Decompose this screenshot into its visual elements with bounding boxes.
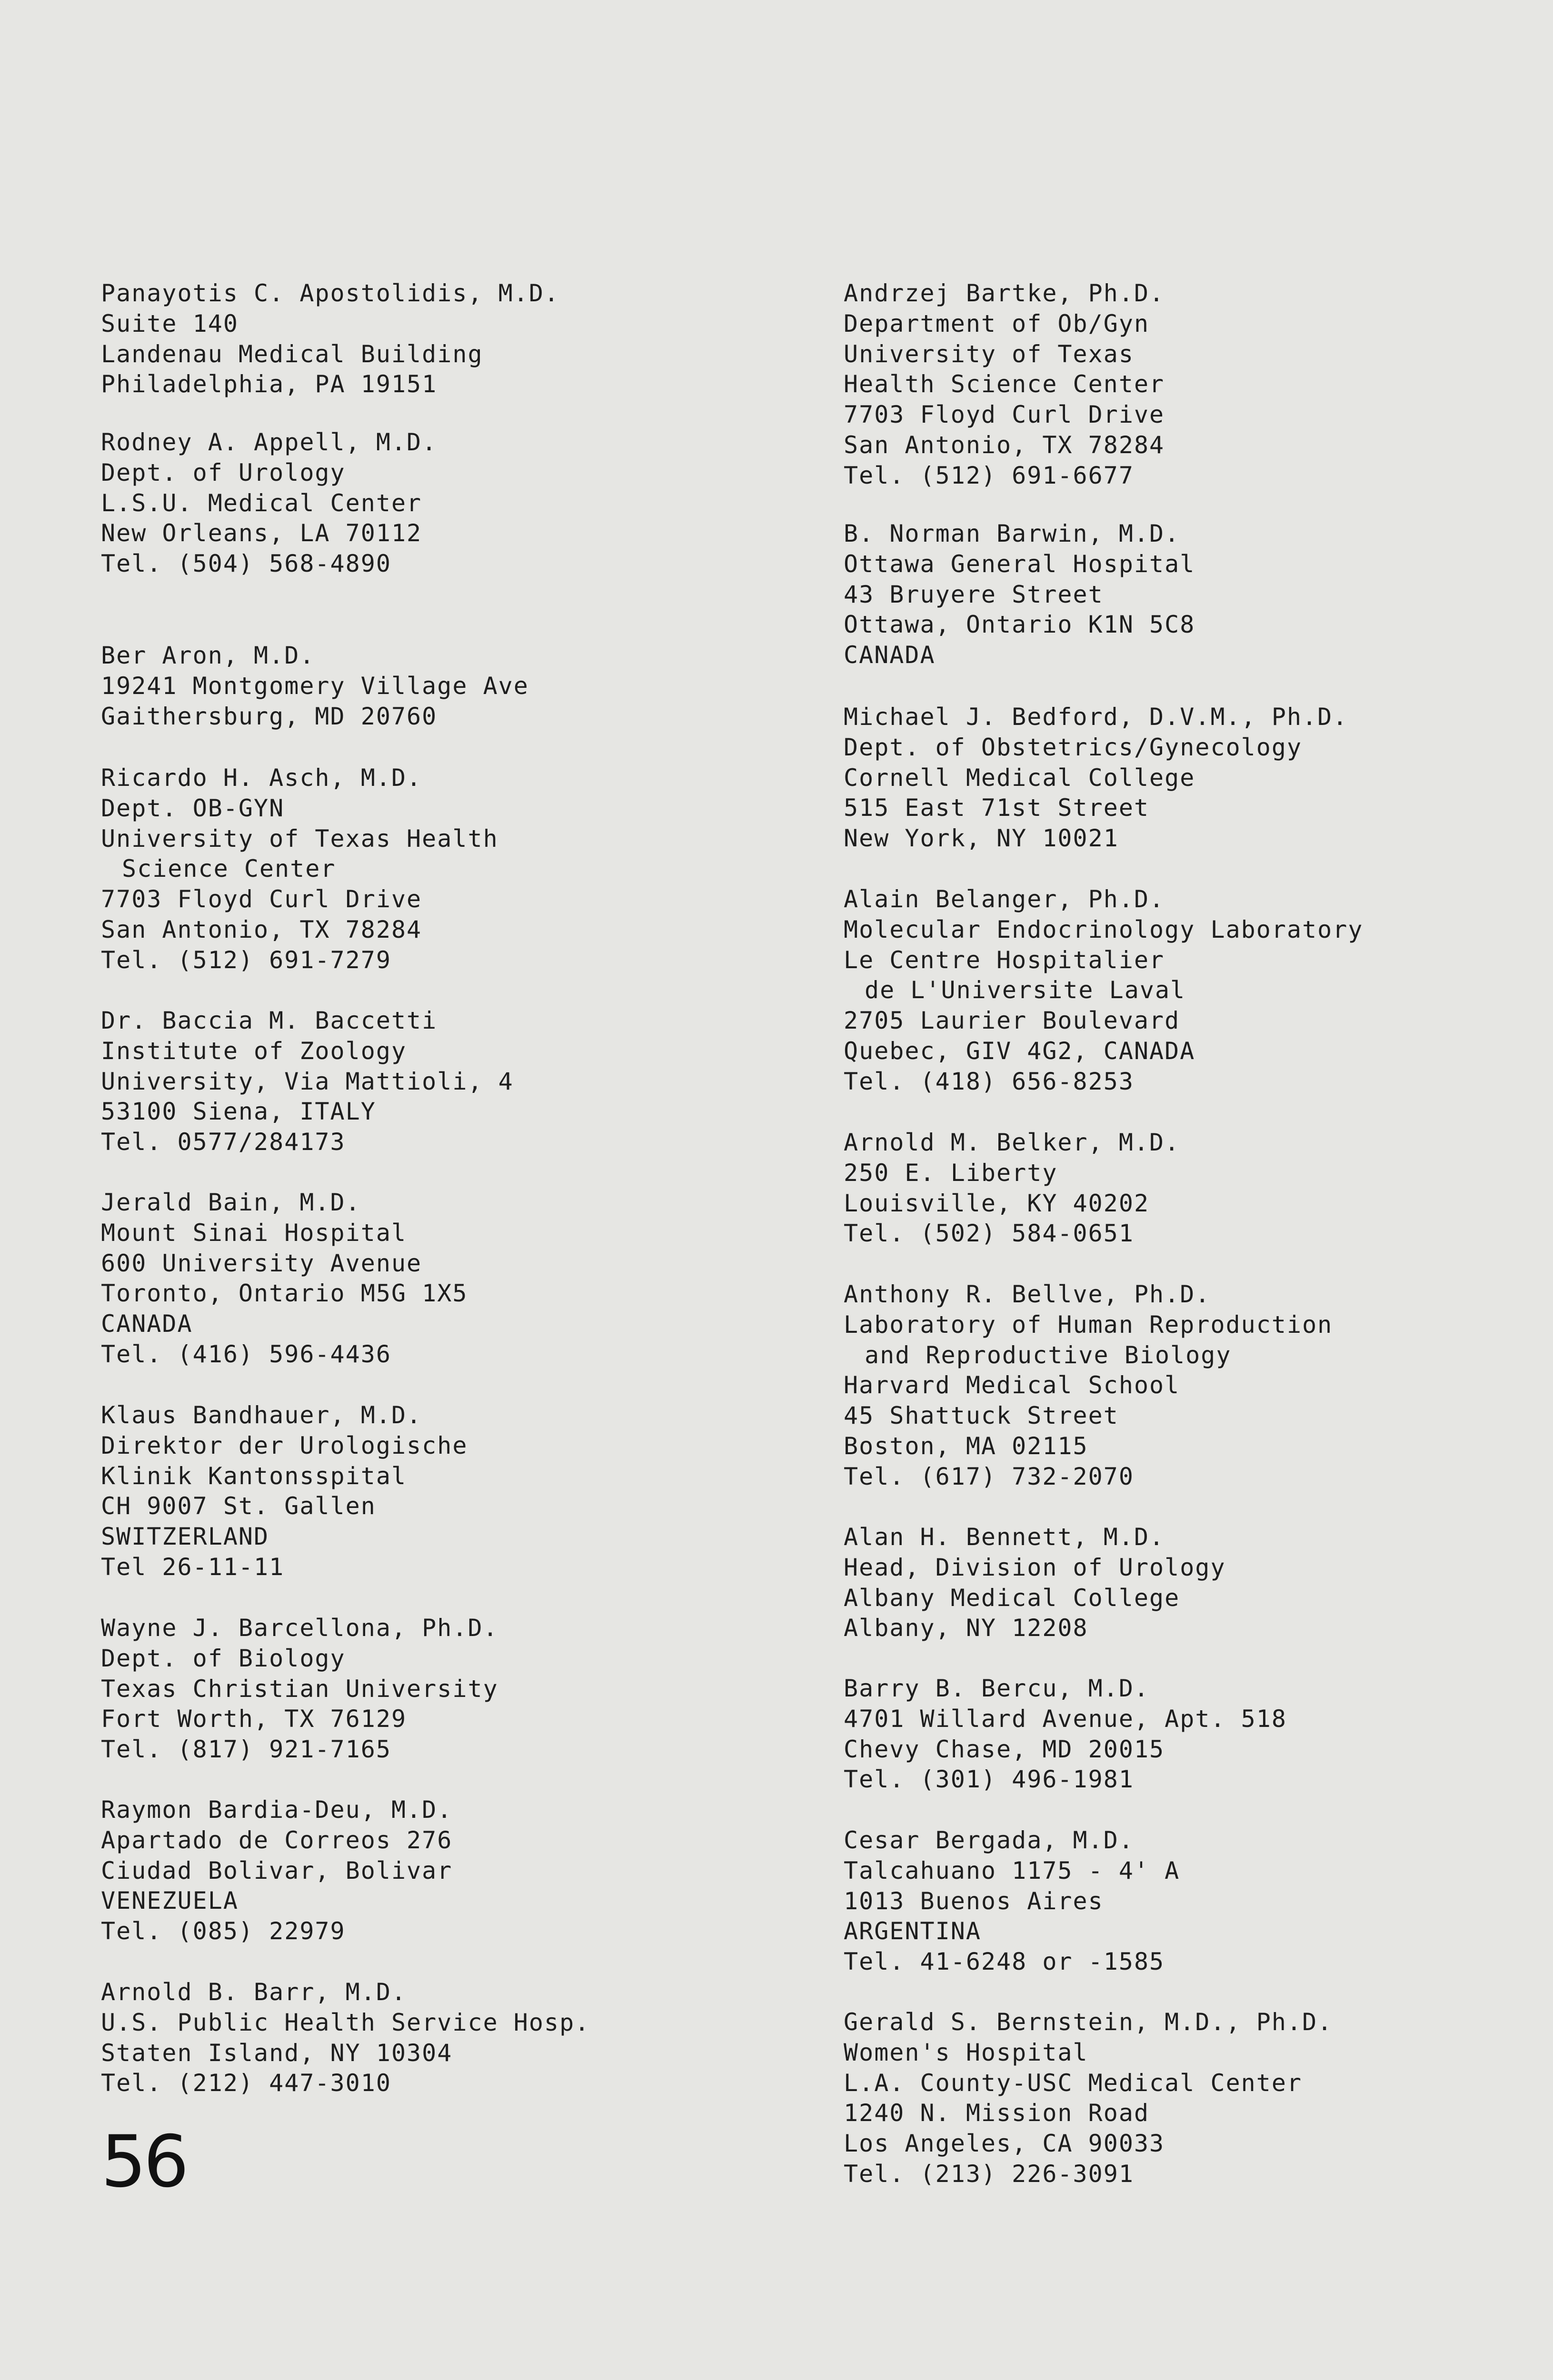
entry-line: 515 East 71st Street (844, 794, 1150, 822)
entry-line: San Antonio, TX 78284 (844, 431, 1165, 459)
page-number: 56 (101, 2121, 186, 2203)
entry-line: Albany Medical College (844, 1584, 1180, 1612)
entry-line: L.S.U. Medical Center (101, 489, 422, 517)
directory-entry (101, 278, 559, 400)
entry-line: Apartado de Correos 276 (101, 1826, 453, 1854)
entry-line: 53100 Siena, ITALY (101, 1098, 376, 1126)
entry-line: Landenau Medical Building (101, 340, 483, 368)
entry-line: Tel. (512) 691-6677 (844, 461, 1134, 489)
entry-line: Suite 140 (101, 309, 239, 337)
entry-line: Fort Worth, TX 76129 (101, 1705, 407, 1733)
entry-line: Los Angeles, CA 90033 (844, 2130, 1165, 2158)
directory-entry (844, 519, 1195, 671)
entry-line: Alain Belanger, Ph.D. (844, 885, 1165, 913)
directory-entry (844, 1279, 1333, 1492)
entry-line: Tel. (504) 568-4890 (101, 550, 391, 578)
entry-line: Tel. (416) 596-4436 (101, 1340, 391, 1368)
entry-line: Le Centre Hospitalier (844, 946, 1165, 974)
entry-line: VENEZUELA (101, 1887, 239, 1915)
entry-line: Barry B. Bercu, M.D. (844, 1675, 1150, 1702)
entry-line: Quebec, GIV 4G2, CANADA (844, 1037, 1195, 1065)
entry-line: Tel. (301) 496-1981 (844, 1765, 1134, 1794)
entry-line: Klinik Kantonsspital (101, 1462, 407, 1490)
entry-line: Science Center (122, 855, 336, 883)
entry-line: B. Norman Barwin, M.D. (844, 520, 1180, 547)
entry-line: 45 Shattuck Street (844, 1402, 1119, 1430)
entry-line: University of Texas (844, 340, 1134, 368)
entry-line: Louisville, KY 40202 (844, 1189, 1150, 1217)
entry-line: Ricardo H. Asch, M.D. (101, 764, 422, 792)
entry-line: 7703 Floyd Curl Drive (101, 885, 422, 913)
directory-entry (844, 1522, 1226, 1644)
directory-entry (844, 884, 1364, 1097)
entry-line: Andrzej Bartke, Ph.D. (844, 279, 1165, 307)
entry-line: Talcahuano 1175 - 4' A (844, 1856, 1180, 1884)
entry-line: Texas Christian University (101, 1675, 498, 1703)
entry-line: L.A. County-USC Medical Center (844, 2069, 1303, 2097)
entry-line: Dept. of Biology (101, 1644, 346, 1672)
entry-line: Department of Ob/Gyn (844, 309, 1150, 337)
directory-entry (101, 1400, 468, 1583)
directory-entry (101, 641, 529, 732)
entry-line: Philadelphia, PA 19151 (101, 370, 438, 398)
entry-line: Ciudad Bolivar, Bolivar (101, 1856, 453, 1884)
entry-line: Dr. Baccia M. Baccetti (101, 1007, 438, 1034)
directory-entry (101, 1795, 452, 1947)
directory-entry (844, 1674, 1287, 1795)
entry-line: CANADA (844, 641, 936, 669)
entry-line: Jerald Bain, M.D. (101, 1189, 361, 1216)
entry-line: 1240 N. Mission Road (844, 2099, 1150, 2127)
entry-line: University of Texas Health (101, 824, 498, 853)
entry-line: 19241 Montgomery Village Ave (101, 672, 529, 700)
entry-line: 2705 Laurier Boulevard (844, 1007, 1180, 1035)
entry-line: Albany, NY 12208 (844, 1614, 1088, 1642)
entry-line: Laboratory of Human Reproduction (844, 1310, 1333, 1339)
entry-line: Tel. (502) 584-0651 (844, 1220, 1134, 1248)
entry-line: Tel. (085) 22979 (101, 1917, 346, 1945)
entry-line: U.S. Public Health Service Hosp. (101, 2008, 590, 2036)
entry-line: Ber Aron, M.D. (101, 642, 315, 669)
directory-entry (844, 1825, 1180, 1977)
entry-line: Women's Hospital (844, 2038, 1088, 2066)
entry-line: Health Science Center (844, 370, 1165, 398)
entry-line: de L'Universite Laval (865, 976, 1186, 1004)
entry-line: and Reproductive Biology (865, 1341, 1232, 1369)
entry-line: Rodney A. Appell, M.D. (101, 428, 438, 456)
entry-line: Panayotis C. Apostolidis, M.D. (101, 279, 560, 307)
entry-line: Mount Sinai Hospital (101, 1219, 407, 1247)
directory-entry (844, 1128, 1180, 1249)
entry-line: Gaithersburg, MD 20760 (101, 702, 438, 730)
directory-entry (101, 427, 437, 579)
entry-line: Raymon Bardia-Deu, M.D. (101, 1796, 453, 1824)
entry-line: Molecular Endocrinology Laboratory (844, 915, 1364, 943)
entry-line: Chevy Chase, MD 20015 (844, 1735, 1165, 1763)
entry-line: Anthony R. Bellve, Ph.D. (844, 1280, 1211, 1308)
entry-line: University, Via Mattioli, 4 (101, 1067, 514, 1095)
entry-line: Ottawa, Ontario K1N 5C8 (844, 611, 1195, 639)
entry-line: CANADA (101, 1310, 193, 1338)
entry-line: Boston, MA 02115 (844, 1432, 1088, 1460)
entry-line: Tel. (212) 447-3010 (101, 2069, 391, 2097)
entry-line: Cesar Bergada, M.D. (844, 1826, 1134, 1854)
directory-entry (844, 278, 1165, 491)
entry-line: 250 E. Liberty (844, 1159, 1058, 1187)
entry-line: Tel. 0577/284173 (101, 1128, 346, 1156)
entry-line: 600 University Avenue (101, 1249, 422, 1277)
directory-entry (101, 1977, 590, 2099)
entry-line: SWITZERLAND (101, 1523, 269, 1551)
directory-entry (101, 1006, 514, 1158)
entry-line: Dept. of Obstetrics/Gynecology (844, 733, 1303, 761)
entry-line: Direktor der Urologische (101, 1431, 468, 1459)
entry-line: Head, Division of Urology (844, 1553, 1226, 1581)
entry-line: Klaus Bandhauer, M.D. (101, 1401, 422, 1429)
entry-line: New York, NY 10021 (844, 824, 1119, 853)
directory-entry (844, 702, 1348, 854)
entry-line: Tel. (512) 691-7279 (101, 946, 391, 974)
entry-line: Arnold B. Barr, M.D. (101, 1978, 407, 2006)
entry-line: CH 9007 St. Gallen (101, 1492, 376, 1520)
entry-line: Alan H. Bennett, M.D. (844, 1523, 1165, 1551)
entry-line: 43 Bruyere Street (844, 580, 1104, 608)
entry-line: Ottawa General Hospital (844, 550, 1195, 578)
entry-line: Arnold M. Belker, M.D. (844, 1129, 1180, 1156)
entry-line: Cornell Medical College (844, 764, 1195, 792)
directory-entry (844, 2007, 1333, 2190)
directory-entry (101, 1613, 498, 1765)
entry-line: 4701 Willard Avenue, Apt. 518 (844, 1705, 1287, 1733)
entry-line: 7703 Floyd Curl Drive (844, 401, 1165, 429)
entry-line: San Antonio, TX 78284 (101, 915, 422, 943)
entry-line: Institute of Zoology (101, 1037, 407, 1065)
entry-line: Tel. (418) 656-8253 (844, 1067, 1134, 1095)
entry-line: Tel. (817) 921-7165 (101, 1735, 391, 1764)
entry-line: Dept. OB-GYN (101, 794, 285, 822)
entry-line: New Orleans, LA 70112 (101, 519, 422, 547)
directory-entry (101, 763, 498, 976)
entry-line: Tel. (617) 732-2070 (844, 1462, 1134, 1490)
entry-line: ARGENTINA (844, 1917, 981, 1945)
entry-line: Tel. (213) 226-3091 (844, 2160, 1134, 2188)
entry-line: 1013 Buenos Aires (844, 1887, 1104, 1915)
entry-line: Gerald S. Bernstein, M.D., Ph.D. (844, 2008, 1333, 2036)
entry-line: Staten Island, NY 10304 (101, 2039, 453, 2067)
entry-line: Michael J. Bedford, D.V.M., Ph.D. (844, 703, 1348, 731)
entry-line: Toronto, Ontario M5G 1X5 (101, 1279, 468, 1308)
directory-entry (101, 1188, 468, 1370)
entry-line: Harvard Medical School (844, 1371, 1180, 1399)
entry-line: Tel. 41-6248 or -1585 (844, 1948, 1165, 1976)
entry-line: Tel 26-11-11 (101, 1553, 285, 1581)
entry-line: Wayne J. Barcellona, Ph.D. (101, 1614, 498, 1642)
entry-line: Dept. of Urology (101, 458, 346, 486)
